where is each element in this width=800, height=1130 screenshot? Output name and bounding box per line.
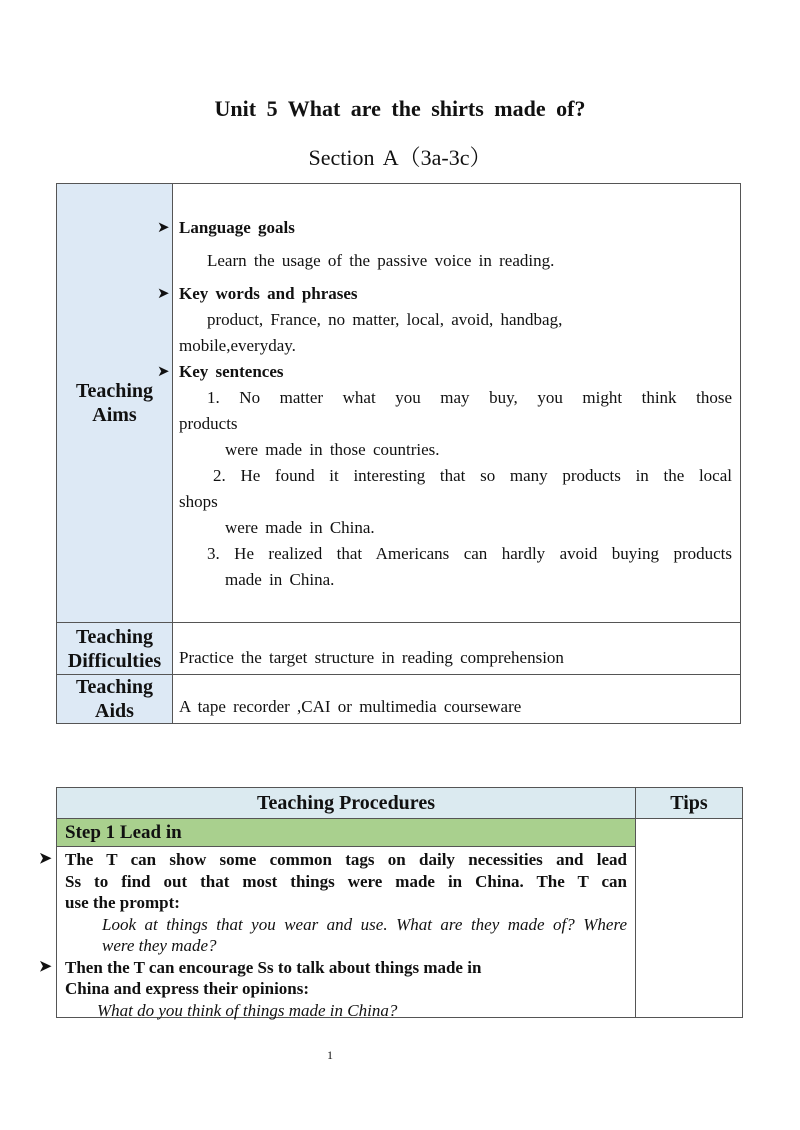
step-1-title: Step 1 Lead in bbox=[57, 819, 636, 847]
key-sentence-line: were made in those countries. bbox=[225, 440, 440, 459]
language-goals-block bbox=[157, 215, 732, 241]
procedure-line: use the prompt: bbox=[65, 893, 180, 912]
procedure-line: Ss to find out that most things were made in China. The T can bbox=[65, 871, 627, 891]
key-sentence-line: made in China. bbox=[225, 570, 335, 589]
language-goals-text: Learn the usage of the passive voice in reading. bbox=[207, 251, 555, 270]
key-sentence-line: 3. He realized that Americans can hardly avoid buying products bbox=[207, 544, 732, 563]
key-words-line: mobile,everyday. bbox=[179, 336, 296, 355]
teaching-aids-text: A tape recorder ,CAI or multimedia courseware bbox=[173, 675, 741, 724]
procedure-item-2: ➤ Then the T can encourage Ss to talk about things made in bbox=[39, 957, 482, 977]
key-sentences-heading: Key sentences bbox=[179, 362, 284, 381]
procedure-line: China and express their opinions: bbox=[65, 979, 310, 998]
key-sentence-line: 1. No matter what you may buy, you might think those bbox=[207, 388, 732, 407]
arrow-bullet-icon: ➤ bbox=[157, 286, 170, 302]
teaching-aims-content bbox=[157, 184, 741, 623]
step-1-content bbox=[39, 847, 636, 1020]
key-sentence-line: products bbox=[179, 414, 238, 433]
document-title: Unit 5 What are the shirts made of? bbox=[214, 96, 586, 121]
prompt-line: Look at things that you wear and use. What are they made of? Where bbox=[102, 914, 627, 934]
language-goals-heading: Language goals bbox=[179, 218, 295, 237]
tips-cell bbox=[636, 819, 743, 1018]
teaching-procedures-header: Teaching Procedures bbox=[57, 788, 636, 819]
key-sentence-line: 2. He found it interesting that so many products in the local bbox=[213, 466, 732, 485]
arrow-bullet-icon: ➤ bbox=[39, 958, 52, 975]
arrow-bullet-icon: ➤ bbox=[157, 364, 170, 380]
key-sentence-line: were made in China. bbox=[225, 518, 375, 537]
teaching-procedures-table bbox=[39, 787, 743, 1020]
page-number: 1 bbox=[327, 1048, 333, 1062]
key-sentence-line: shops bbox=[179, 492, 218, 511]
arrow-bullet-icon: ➤ bbox=[157, 220, 170, 236]
teaching-aims-header: Teaching Aims bbox=[57, 184, 173, 623]
arrow-bullet-icon: ➤ bbox=[39, 851, 52, 867]
key-words-block bbox=[157, 281, 732, 307]
key-words-heading: Key words and phrases bbox=[179, 284, 358, 303]
tips-header: Tips bbox=[636, 788, 743, 819]
teaching-difficulties-header: Teaching Difficulties bbox=[57, 623, 173, 675]
procedure-item-1: ➤ The T can show some common tags on daily necessities and lead bbox=[39, 850, 627, 869]
teaching-difficulties-text: Practice the target structure in reading comprehension bbox=[173, 623, 741, 675]
teaching-aids-header: Teaching Aids bbox=[57, 675, 173, 724]
teaching-aims-table bbox=[56, 183, 741, 724]
prompt-line: were they made? bbox=[102, 936, 217, 955]
document-subtitle: Section A（3a-3c） bbox=[308, 145, 492, 170]
key-words-line: product, France, no matter, local, avoid, handbag, bbox=[207, 310, 563, 329]
prompt-line: What do you think of things made in China? bbox=[97, 1000, 398, 1020]
key-sentences-block bbox=[157, 359, 732, 385]
